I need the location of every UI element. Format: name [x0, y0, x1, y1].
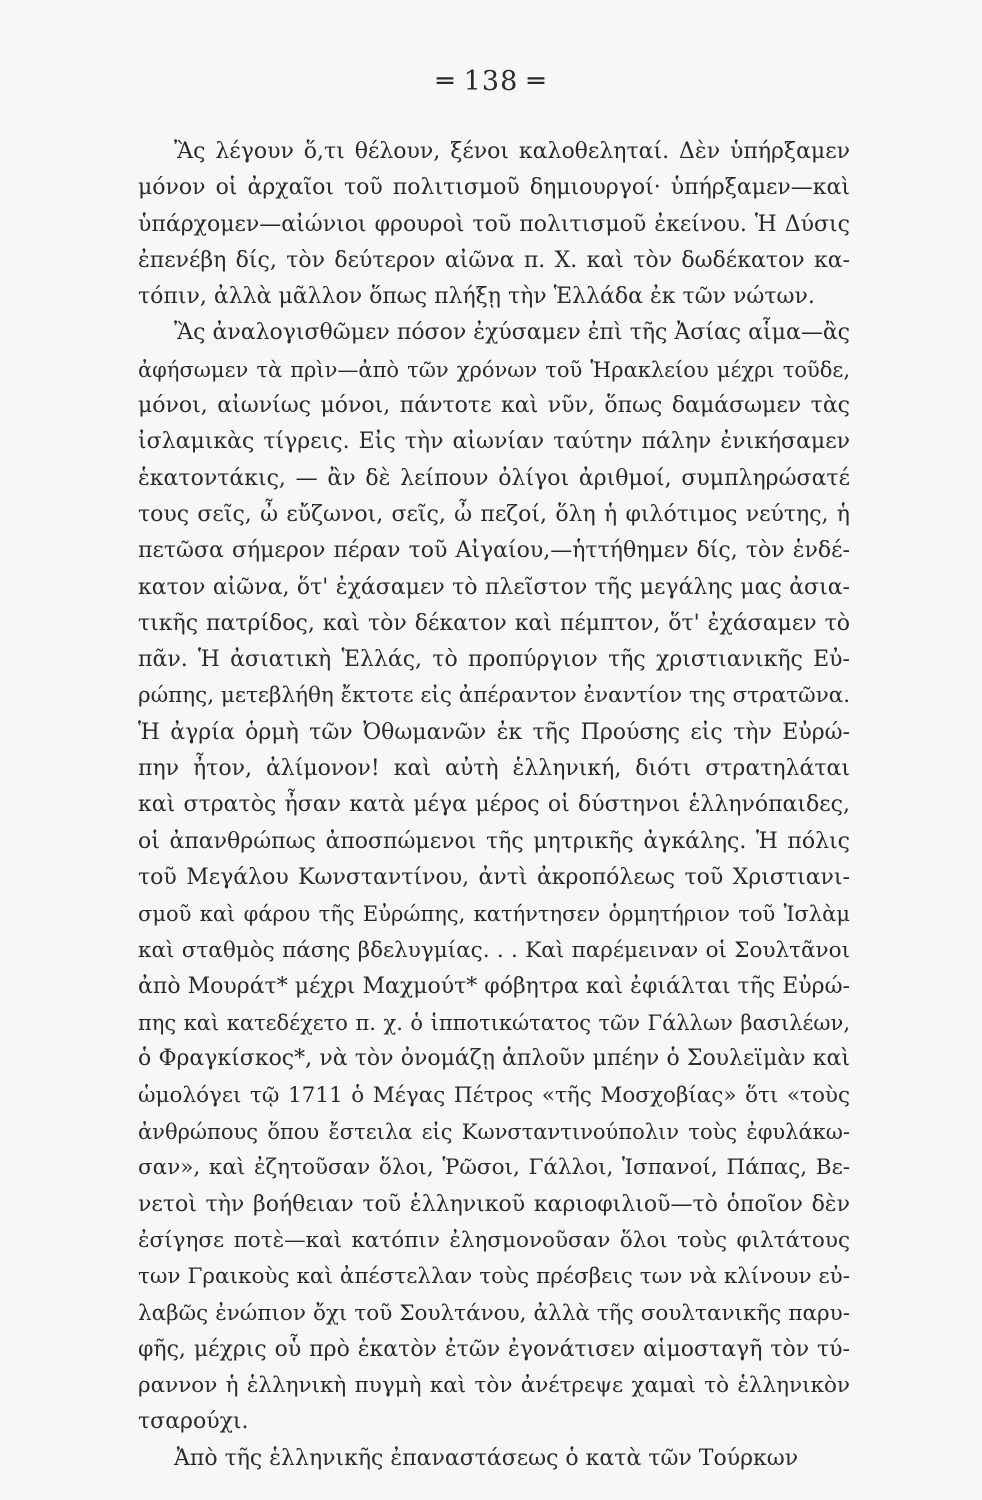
text-line: κατον αἰῶνα, ὅτ' ἐχάσαμεν τὸ πλεῖστον τῆς μεγάλης μας ἀσια-	[138, 574, 850, 600]
text-line: ὡμολόγει τῷ 1711 ὁ Μέγας Πέτρος «τῆς Μοσχοβίας» ὅτι «τοὺς	[138, 1082, 850, 1108]
text-line: τους σεῖς, ὦ εὔζωνοι, σεῖς, ὦ πεζοί, ὅλη ἡ φιλότιμος νεύτης, ἡ	[138, 501, 850, 527]
text-line: ρώπης, μετεβλήθη ἔκτοτε εἰς ἀπέραντον ἐναντίον της στρατῶνα.	[138, 683, 851, 709]
text-line: φῆς, μέχρις οὗ πρὸ ἑκατὸν ἐτῶν ἐγονάτισεν αἱμοσταγῆ τὸν τύ-	[138, 1336, 850, 1362]
text-line: Ἂς λέγουν ὅ,τι θέλουν, ξένοι καλοθεληταί. Δὲν ὑπήρξαμεν	[174, 139, 850, 164]
text-line: ὁ Φραγκίσκος*, νὰ τὸν ὀνομάζῃ ἁπλοῦν μπέην ὁ Σουλεϊμὰν καὶ	[138, 1046, 850, 1072]
text-line: πην ἦτον, ἀλίμονον! καὶ αὐτὴ ἑλληνική, διότι στρατηλάται	[138, 756, 850, 782]
text-line: Ἡ ἀγρία ὁρμὴ τῶν Ὀθωμανῶν ἐκ τῆς Προύσης εἰς τὴν Εὐρώ-	[138, 719, 850, 745]
text-line: ἐπενέβη δίς, τὸν δεύτερον αἰῶνα π. Χ. καὶ τὸν δωδέκατον κα-	[138, 247, 850, 273]
text-line: τικῆς πατρίδος, καὶ τὸν δέκατον καὶ πέμπτον, ὅτ' ἐχάσαμεν τὸ	[138, 610, 850, 636]
text-line: οἱ ἀπανθρώπως ἀποσπώμενοι τῆς μητρικῆς ἀγκάλης. Ἡ πόλις	[138, 828, 850, 854]
text-line: καὶ στρατὸς ἦσαν κατὰ μέγα μέρος οἱ δύστηνοι ἑλληνόπαιδες,	[138, 792, 850, 818]
text-line: νετοὶ τὴν βοήθειαν τοῦ ἑλληνικοῦ καριοφιλιοῦ—τὸ ὁποῖον δὲν	[138, 1191, 850, 1217]
text-line: λαβῶς ἐνώπιον ὄχι τοῦ Σουλτάνου, ἀλλὰ τῆς σουλτανικῆς παρυ-	[138, 1300, 850, 1326]
text-line: τοῦ Μεγάλου Κωνσταντίνου, ἀντὶ ἀκροπόλεως τοῦ Χριστιανι-	[138, 864, 850, 890]
text-line: ἰσλαμικὰς τίγρεις. Εἰς τὴν αἰωνίαν ταύτην πάλην ἐνικήσαμεν	[138, 429, 850, 455]
text-line: ἐσίγησε ποτὲ—καὶ κατόπιν ἐλησμονοῦσαν ὅλοι τοὺς φιλτάτους	[138, 1227, 850, 1253]
text-line: σαν», καὶ ἐζητοῦσαν ὅλοι, Ῥῶσοι, Γάλλοι, Ἱσπανοί, Πάπας, Βε-	[138, 1155, 850, 1181]
text-line: ραννον ἡ ἑλληνικὴ πυγμὴ καὶ τὸν ἀνέτρεψε χαμαὶ τὸ ἑλληνικὸν	[138, 1373, 850, 1399]
text-line: ἀφήσωμεν τὰ πρὶν—ἀπὸ τῶν χρόνων τοῦ Ἡρακλείου μέχρι τοῦδε,	[138, 357, 850, 382]
body-text	[138, 134, 850, 1477]
text-line: πᾶν. Ἡ ἀσιατικὴ Ἑλλάς, τὸ προπύργιον τῆς χριστιανικῆς Εὐ-	[138, 647, 850, 673]
text-line: πετῶσα σήμερον πέραν τοῦ Αἰγαίου,—ἡττήθημεν δίς, τὸν ἑνδέ-	[138, 538, 850, 564]
text-line: ἀπὸ Μουράτ* μέχρι Μαχμούτ* φόβητρα καὶ ἐφιάλται τῆς Εὐρώ-	[138, 973, 850, 999]
text-line: σμοῦ καὶ φάρου τῆς Εὐρώπης, κατήντησεν ὁρμητήριον τοῦ Ἰσλὰμ	[138, 902, 850, 927]
text-line: μόνον οἱ ἀρχαῖοι τοῦ πολιτισμοῦ δημιουργοί· ὑπήρξαμεν—καὶ	[138, 175, 850, 201]
text-line: των Γραικοὺς καὶ ἀπέστελλαν τοὺς πρέσβεις των νὰ κλίνουν εὐ-	[138, 1264, 850, 1290]
text-line: πης καὶ κατεδέχετο π. χ. ὁ ἱπποτικώτατος τῶν Γάλλων βασιλέων,	[138, 1011, 850, 1036]
text-line: Ἀπὸ τῆς ἑλληνικῆς ἐπαναστάσεως ὁ κατὰ τῶν Τούρκων	[174, 1445, 799, 1471]
page-number: ═ 138 ═	[436, 66, 546, 97]
text-line: ἀνθρώπους ὅπου ἔστειλα εἰς Κωνσταντινούπολιν τοὺς ἐφυλάκω-	[138, 1120, 850, 1145]
text-line: καὶ σταθμὸς πάσης βδελυγμίας. . . Καὶ παρέμειναν οἱ Σουλτᾶνοι	[138, 937, 850, 963]
text-line: ἑκατοντάκις, — ἂν δὲ λείπουν ὀλίγοι ἀριθμοί, συμπληρώσατέ	[138, 465, 850, 491]
text-line: μόνοι, αἰωνίως μόνοι, πάντοτε καὶ νῦν, ὅπως δαμάσωμεν τὰς	[138, 393, 850, 419]
text-line: ὑπάρχομεν—αἰώνιοι φρουροὶ τοῦ πολιτισμοῦ ἐκείνου. Ἡ Δύσις	[138, 211, 850, 237]
text-line: τσαρούχι.	[138, 1409, 249, 1435]
text-line: τόπιν, ἀλλὰ μᾶλλον ὅπως πλήξῃ τὴν Ἑλλάδα ἐκ τῶν νώτων.	[138, 284, 815, 310]
text-line: Ἂς ἀναλογισθῶμεν πόσον ἐχύσαμεν ἐπὶ τῆς Ἀσίας αἷμα—ἂς	[174, 320, 850, 346]
